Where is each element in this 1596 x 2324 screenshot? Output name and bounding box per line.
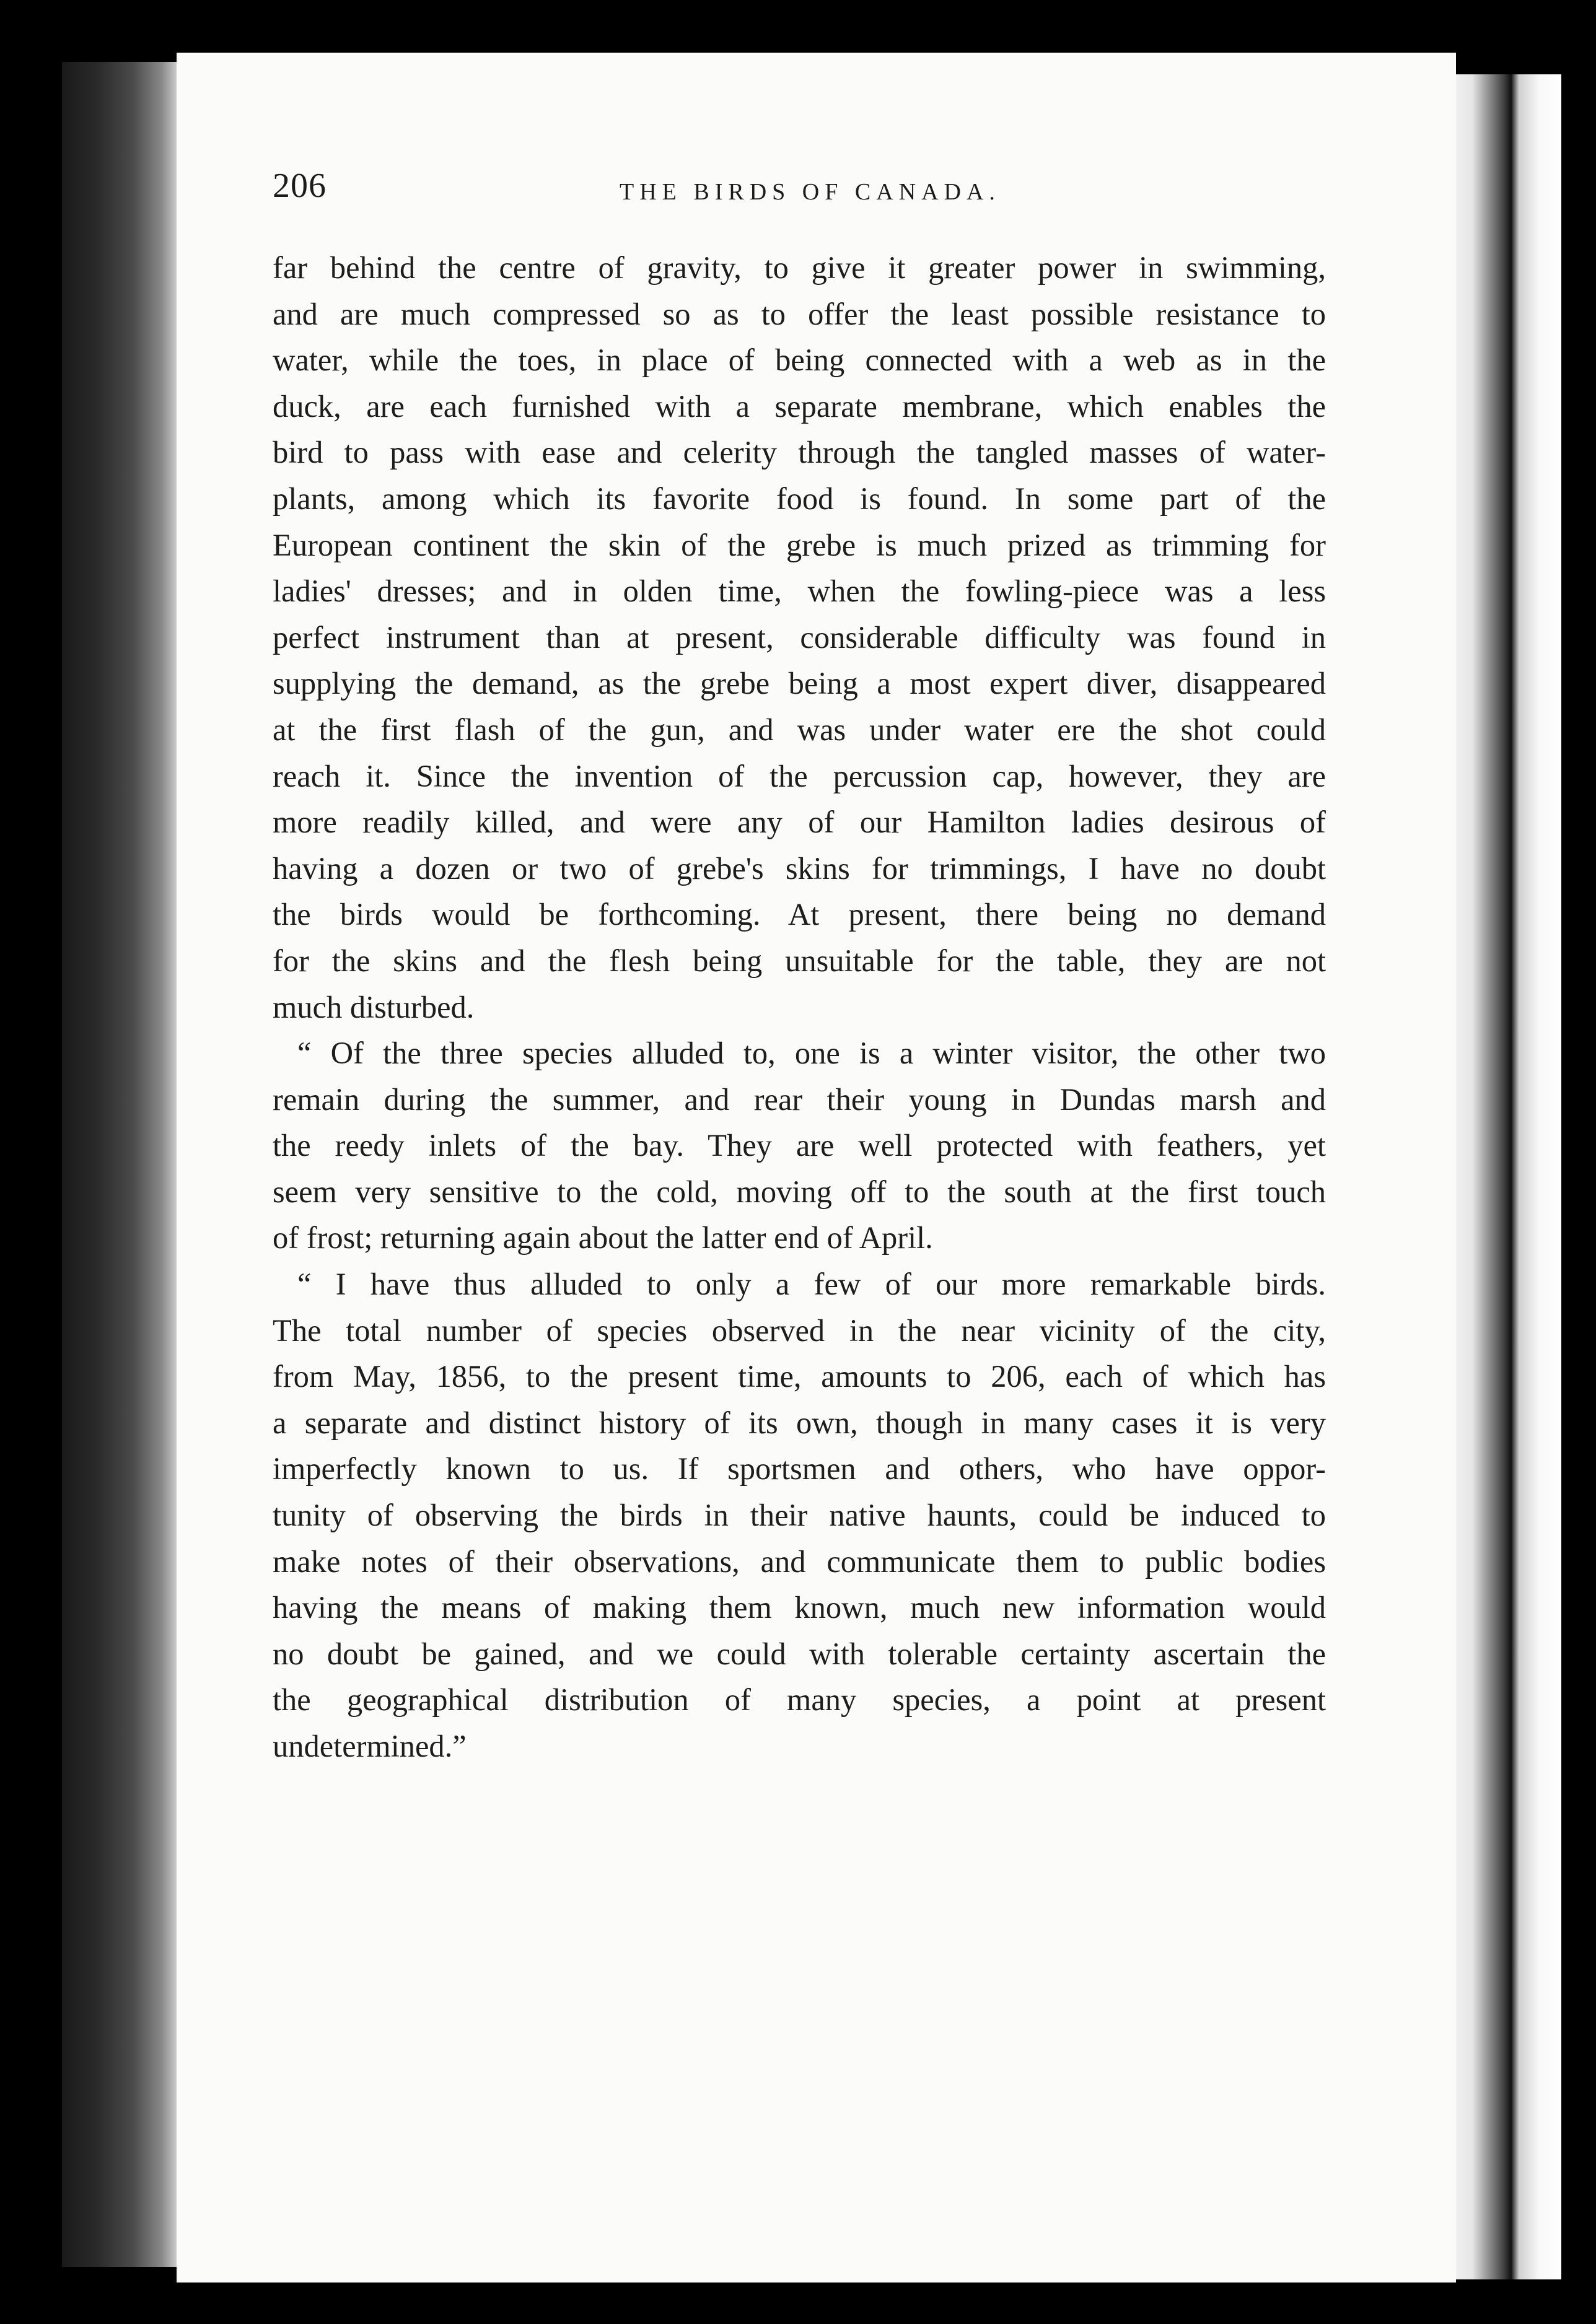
text-line: seem very sensitive to the cold, moving off to the south at the first touch (273, 1174, 1326, 1209)
body-text (273, 245, 1326, 1770)
text-line: The total number of species observed in the near vicinity of the city, (273, 1313, 1326, 1348)
text-line: perfect instrument than at present, considerable difficulty was found in (273, 619, 1326, 655)
text-line: much disturbed. (273, 989, 475, 1024)
text-line: tunity of observing the birds in their native haunts, could be induced to (273, 1498, 1326, 1533)
text-line: at the first flash of the gun, and was under water ere the shot could (273, 712, 1326, 747)
book-left-edge (62, 62, 180, 2267)
text-line: having the means of making them known, much new information would (273, 1590, 1326, 1625)
text-line: a separate and distinct history of its own, though in many cases it is very (273, 1405, 1326, 1440)
running-title: THE BIRDS OF CANADA. (620, 179, 1001, 205)
text-line: reach it. Since the invention of the percussion cap, however, they are (273, 758, 1326, 793)
text-line: more readily killed, and were any of our Hamilton ladies desirous of (273, 805, 1326, 840)
text-line: undetermined.” (273, 1729, 467, 1763)
text-line: for the skins and the flesh being unsuitable for the table, they are not (273, 943, 1326, 978)
text-line: no doubt be gained, and we could with tolerable certainty ascertain the (273, 1636, 1326, 1671)
text-line: “ I have thus alluded to only a few of our more remarkable birds. (297, 1267, 1326, 1302)
text-line: European continent the skin of the grebe is much prized as trimming for (273, 527, 1326, 562)
book-right-edge (1450, 74, 1561, 2279)
text-line: having a dozen or two of grebe's skins for trimmings, I have no doubt (273, 850, 1326, 886)
page-number: 206 (273, 167, 327, 205)
text-line: the geographical distribution of many species, a point at present (273, 1682, 1326, 1718)
text-line: duck, are each furnished with a separate membrane, which enables the (273, 388, 1326, 424)
text-line: bird to pass with ease and celerity through the tangled masses of water- (273, 435, 1326, 470)
text-line: remain during the summer, and rear their young in Dundas marsh and (273, 1081, 1326, 1117)
text-line: water, while the toes, in place of being connected with a web as in the (273, 343, 1326, 378)
text-line: the birds would be forthcoming. At present, there being no demand (273, 897, 1326, 932)
text-line: and are much compressed so as to offer the least possible resistance to (273, 296, 1326, 331)
text-line: “ Of the three species alluded to, one is a winter visitor, the other two (297, 1036, 1326, 1071)
text-line: supplying the demand, as the grebe being a most expert diver, disappeared (273, 666, 1326, 701)
text-line: imperfectly known to us. If sportsmen and others, who have oppor- (273, 1451, 1326, 1487)
text-line: make notes of their observations, and communicate them to public bodies (273, 1544, 1326, 1579)
text-line: far behind the centre of gravity, to give it greater power in swimming, (273, 250, 1326, 285)
text-line: from May, 1856, to the present time, amounts to 206, each of which has (273, 1359, 1326, 1394)
text-line: of frost; returning again about the latter end of April. (273, 1220, 933, 1256)
text-line: ladies' dresses; and in olden time, when the fowling-piece was a less (273, 574, 1326, 609)
text-line: plants, among which its favorite food is found. In some part of the (273, 481, 1326, 516)
text-line: the reedy inlets of the bay. They are well protected with feathers, yet (273, 1128, 1326, 1163)
page-header (273, 166, 1326, 216)
